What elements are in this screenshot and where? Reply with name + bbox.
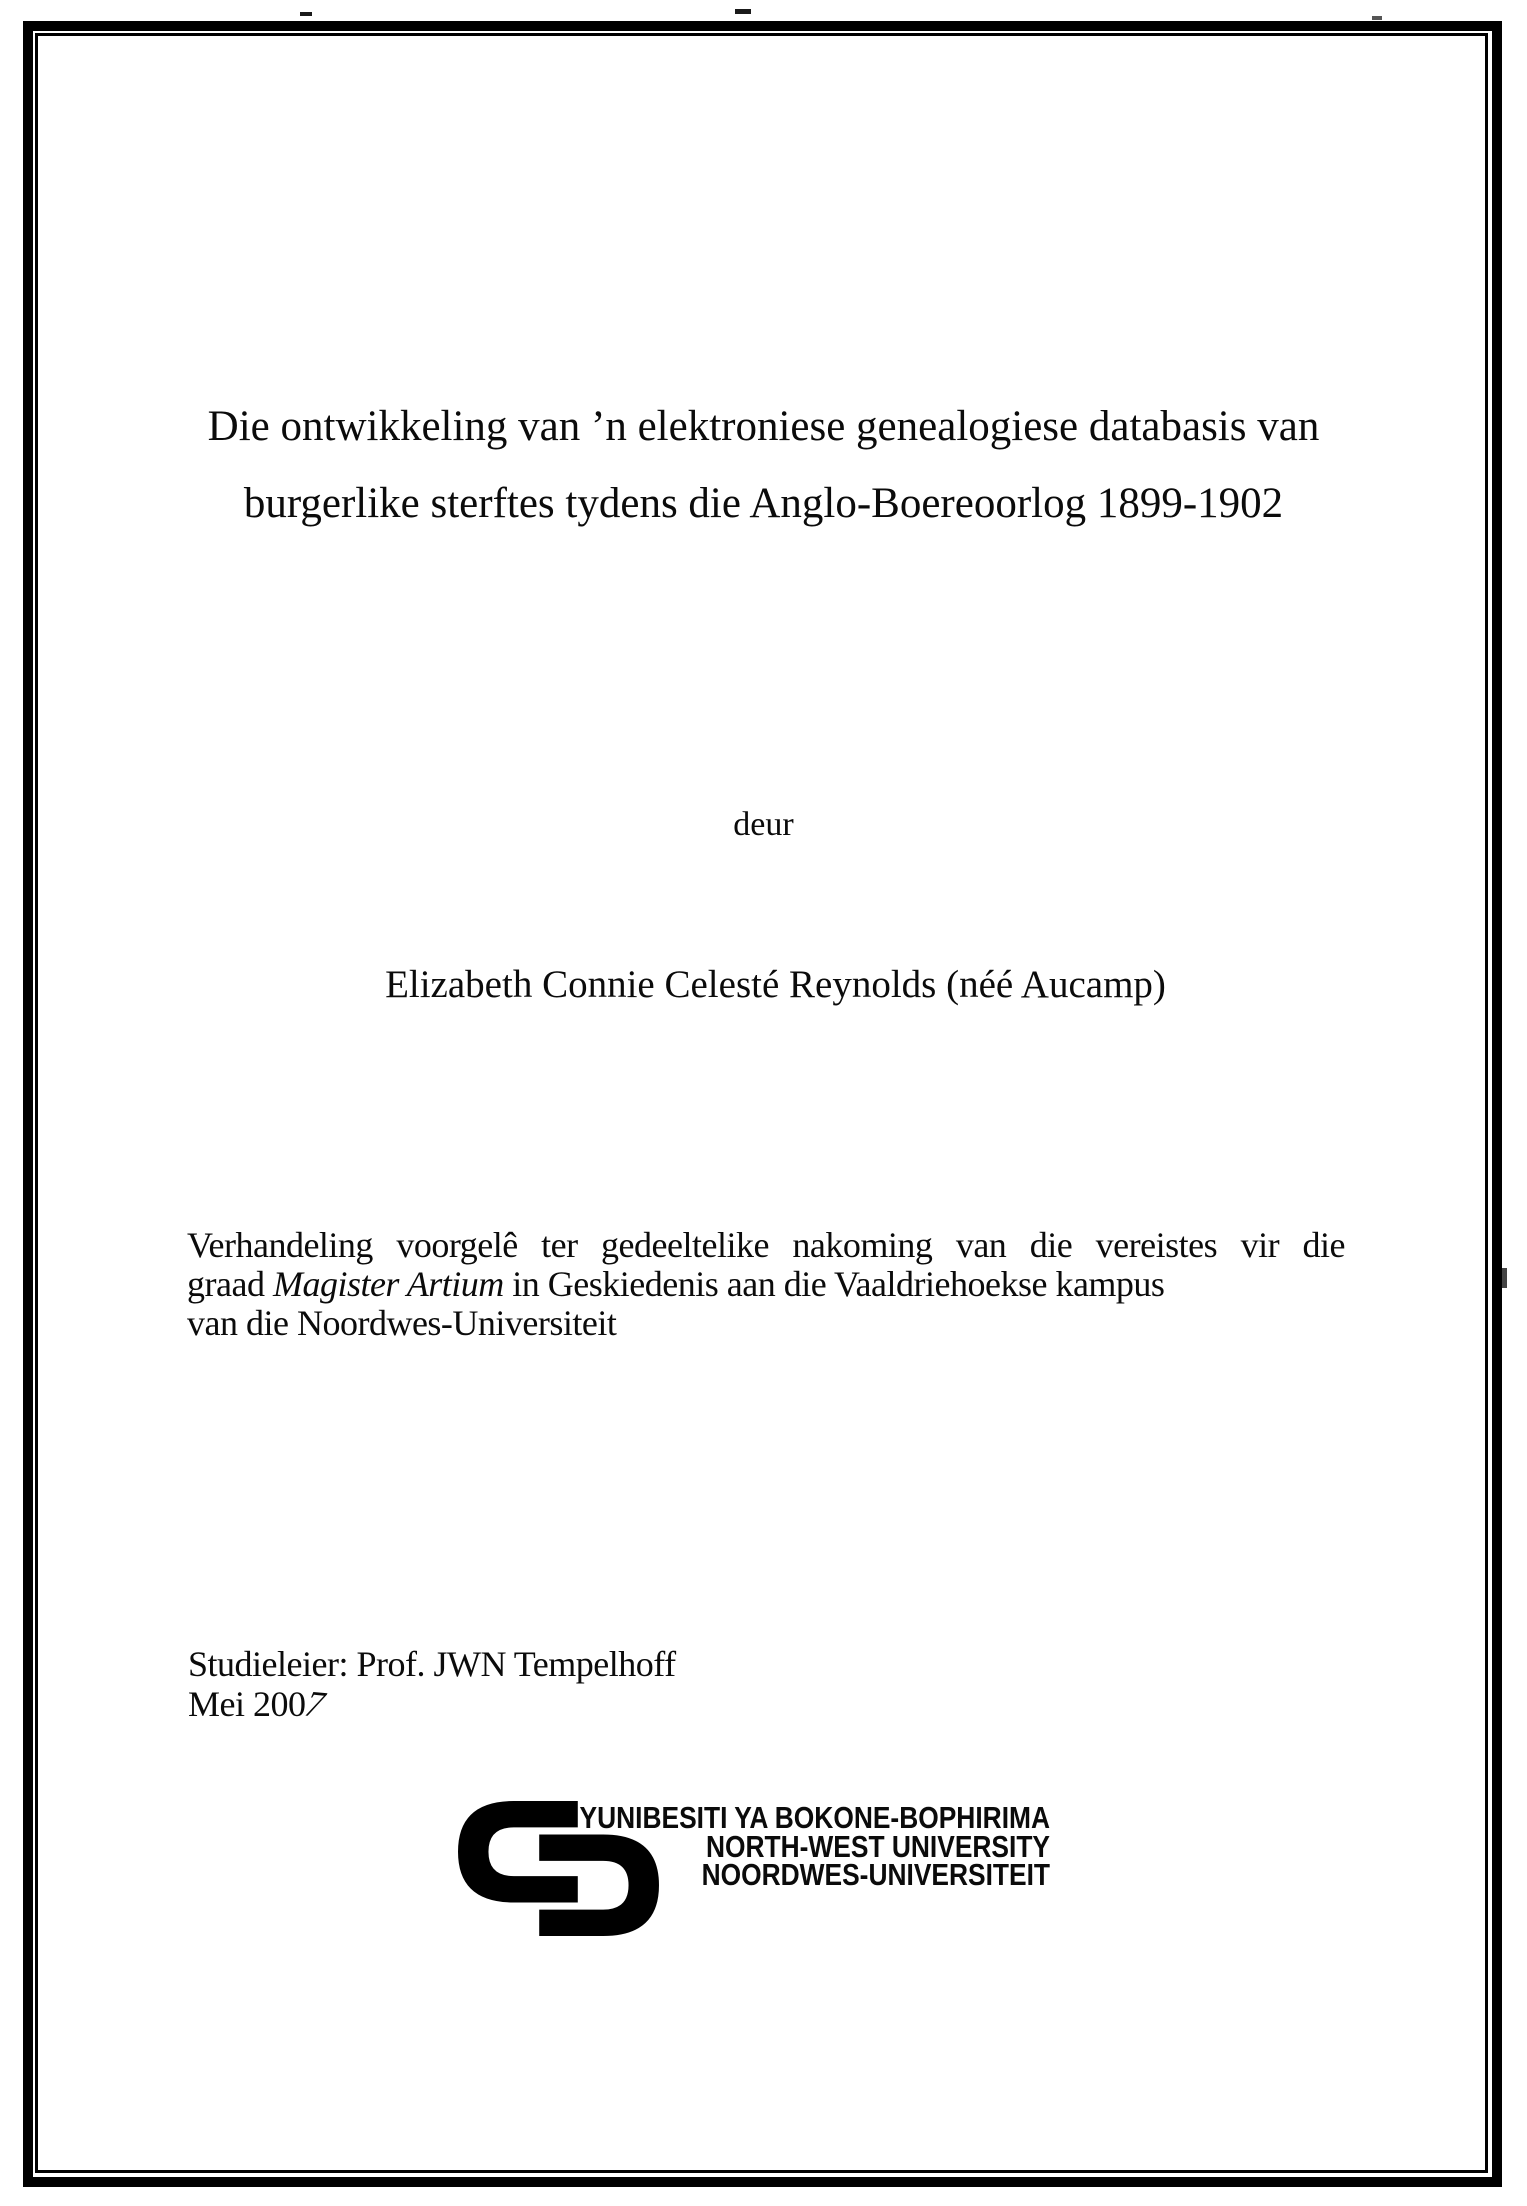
scan-speck xyxy=(1372,16,1382,20)
byline-label: deur xyxy=(733,806,794,843)
thesis-title-line-1: Die ontwikkeling van ’n elektroniese genealogiese databasis van xyxy=(207,403,1320,450)
date-last-digit: 7 xyxy=(297,1683,331,1725)
declaration-line-2-prefix: graad xyxy=(187,1264,273,1304)
logo-line-afrikaans: NOORDWES-UNIVERSITEIT xyxy=(701,1857,1050,1892)
date-line xyxy=(188,1684,676,1724)
date-prefix: Mei 200 xyxy=(188,1684,306,1724)
thesis-title-line-2: burgerlike sterftes tydens die Anglo-Boereoorlog 1899-1902 xyxy=(243,480,1284,527)
declaration-line-2 xyxy=(187,1265,1345,1304)
scan-speck xyxy=(735,9,751,14)
logo-line-setswana: YUNIBESITI YA BOKONE-BOPHIRIMA xyxy=(579,1800,1050,1835)
declaration-line-1: Verhandeling voorgelê ter gedeeltelike nakoming van die vereistes vir die xyxy=(187,1225,1345,1265)
author-name: Elizabeth Connie Celesté Reynolds (néé Aucamp) xyxy=(385,963,1166,1006)
degree-declaration xyxy=(187,1226,1345,1343)
degree-name-italic: Magister Artium xyxy=(272,1264,504,1304)
scan-speck xyxy=(1502,1268,1507,1288)
university-logo-text xyxy=(498,1800,1051,1892)
logo-line-english: NORTH-WEST UNIVERSITY xyxy=(705,1828,1050,1864)
scan-speck xyxy=(300,12,312,16)
declaration-line-2-suffix: in Geskiedenis aan die Vaaldriehoekse kampus xyxy=(503,1264,1165,1304)
supervisor-and-date xyxy=(188,1644,676,1724)
thesis-title xyxy=(70,388,1457,542)
declaration-line-3: van die Noordwes-Universiteit xyxy=(187,1303,617,1343)
supervisor-line: Studieleier: Prof. JWN Tempelhoff xyxy=(188,1644,676,1684)
